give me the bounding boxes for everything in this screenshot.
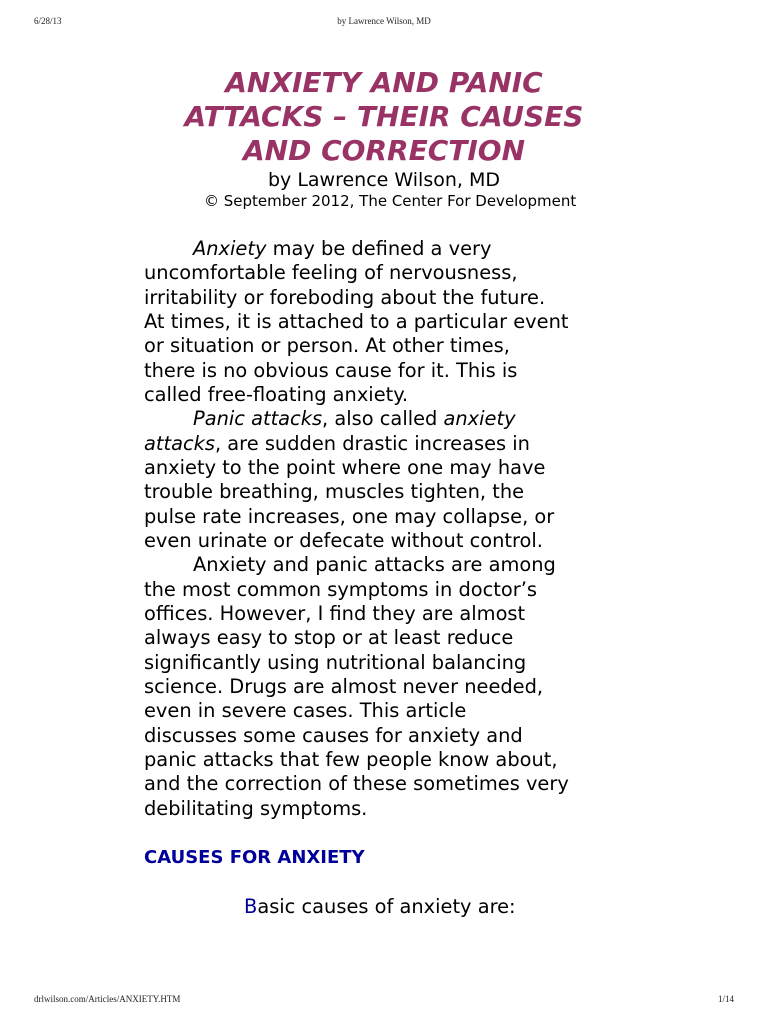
- italic-term: Panic attacks: [193, 407, 323, 431]
- text-fragment: may be defined a very: [266, 237, 492, 260]
- text-line: offices. However, I find they are almost: [144, 601, 526, 625]
- text-line: or situation or person. At other times,: [144, 334, 510, 358]
- page-url: drlwilson.com/Articles/ANXIETY.HTM: [34, 994, 181, 1004]
- article-title-line: AND CORRECTION: [243, 134, 525, 167]
- article-title: [100, 66, 668, 168]
- section-heading-causes: CAUSES FOR ANXIETY: [144, 847, 365, 868]
- text-line: the most common symptoms in doctor’s: [144, 577, 538, 601]
- text-line: Anxiety and panic attacks are among: [193, 553, 556, 577]
- print-footer: [0, 994, 768, 1008]
- text-line: significantly using nutritional balancing: [144, 650, 527, 674]
- text-line: panic attacks that few people know about,: [144, 747, 558, 771]
- text-line: called free-floating anxiety.: [144, 382, 409, 406]
- italic-term: Anxiety: [193, 237, 267, 260]
- causes-intro: [244, 895, 516, 919]
- article-title-line: ATTACKS – THEIR CAUSES: [184, 100, 584, 133]
- text-fragment: , also called: [322, 407, 444, 431]
- text-line: even urinate or defecate without control.: [144, 528, 543, 552]
- text-line: pulse rate increases, one may collapse, or: [144, 504, 555, 528]
- copyright-notice: © September 2012, The Center For Development: [204, 192, 577, 210]
- text-fragment: , are sudden drastic increases in: [214, 431, 530, 455]
- text-line: irritability or foreboding about the future.: [144, 285, 546, 309]
- article-byline: by Lawrence Wilson, MD: [267, 169, 500, 191]
- text-line: [144, 237, 644, 261]
- paragraph-anxiety-definition: [144, 237, 644, 407]
- text-line: [144, 432, 644, 456]
- text-fragment: asic causes of anxiety are:: [257, 895, 516, 918]
- text-line: At times, it is attached to a particular event: [144, 309, 569, 333]
- paragraph-common-symptoms: [144, 553, 644, 821]
- text-line: even in severe cases. This article: [144, 699, 467, 723]
- text-line: discusses some causes for anxiety and: [144, 723, 523, 747]
- print-header-title: by Lawrence Wilson, MD: [337, 16, 431, 26]
- page-number: 1/14: [717, 994, 734, 1004]
- article-body: [144, 237, 644, 821]
- text-line: debilitating symptoms.: [144, 796, 368, 820]
- text-line: always easy to stop or at least reduce: [144, 626, 514, 650]
- print-date: 6/28/13: [34, 16, 62, 26]
- text-line: there is no obvious cause for it. This is: [144, 358, 518, 382]
- italic-term: attacks: [144, 431, 215, 455]
- paragraph-panic-attacks: [144, 407, 644, 553]
- print-header: [0, 16, 768, 30]
- text-line: trouble breathing, muscles tighten, the: [144, 480, 525, 504]
- text-line: uncomfortable feeling of nervousness,: [144, 261, 518, 285]
- text-line: and the correction of these sometimes very: [144, 772, 569, 796]
- article-title-line: ANXIETY AND PANIC: [225, 66, 543, 99]
- text-line: science. Drugs are almost never needed,: [144, 674, 544, 698]
- text-line: [144, 407, 644, 431]
- text-line: anxiety to the point where one may have: [144, 455, 546, 479]
- drop-letter: B: [244, 895, 258, 918]
- italic-term: anxiety: [443, 407, 516, 431]
